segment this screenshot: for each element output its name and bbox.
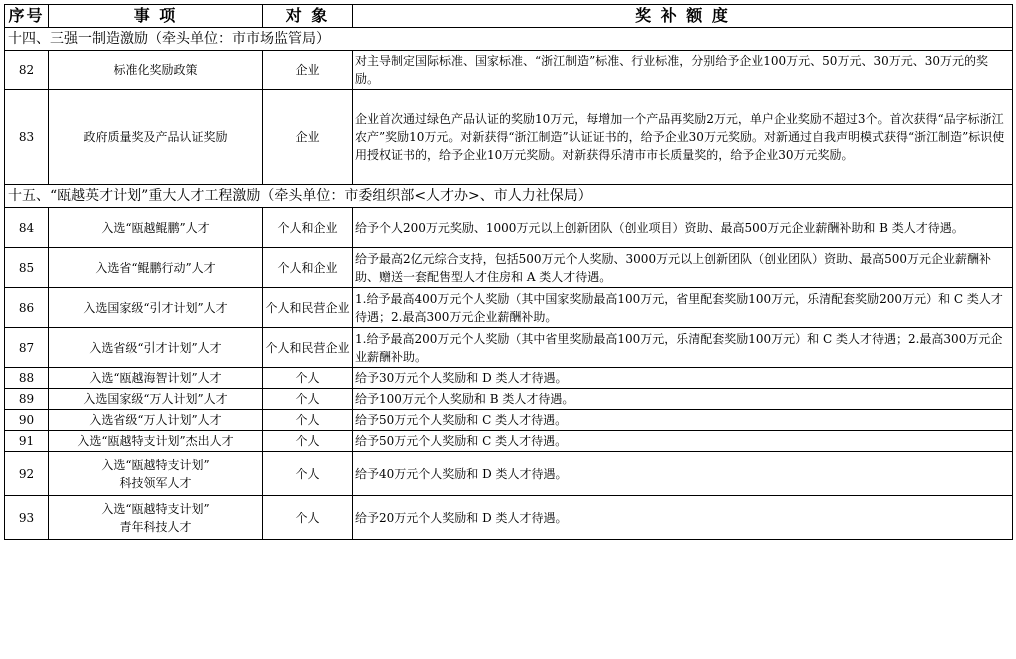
row-item: 政府质量奖及产品认证奖励 (49, 90, 263, 185)
row-target: 企业 (263, 51, 353, 90)
row-no: 93 (5, 496, 49, 540)
table-row (5, 452, 1013, 496)
row-item-line2: 科技领军人才 (119, 475, 192, 490)
row-item: 入选“瓯越鲲鹏”人才 (49, 208, 263, 248)
row-target: 个人 (263, 389, 353, 410)
table-row (5, 51, 1013, 90)
row-desc: 给予30万元个人奖励和 D 类人才待遇。 (353, 368, 1013, 389)
table-row (5, 328, 1013, 368)
table-row (5, 208, 1013, 248)
row-item: 入选国家级“引才计划”人才 (49, 288, 263, 328)
table-row (5, 248, 1013, 288)
row-target: 个人和民营企业 (263, 288, 353, 328)
row-desc: 1.给予最高200万元个人奖励（其中省里奖励最高100万元，乐清配套奖励100万元）和 C 类人才待遇；2.最高300万元企业薪酬补助。 (353, 328, 1013, 368)
row-item-line1: 入选“瓯越特支计划” (101, 457, 210, 472)
row-desc: 给予最高2亿元综合支持，包括500万元个人奖励、3000万元以上创新团队（创业团队）资助、最高500万元企业薪酬补助、赠送一套配售型人才住房和 A 类人才待遇。 (353, 248, 1013, 288)
row-item-line1: 入选“瓯越特支计划” (101, 501, 210, 516)
row-item: 入选省级“引才计划”人才 (49, 328, 263, 368)
table-row (5, 90, 1013, 185)
row-desc: 给予个人200万元奖励、1000万元以上创新团队（创业项目）资助、最高500万元企业薪酬补助和 B 类人才待遇。 (353, 208, 1013, 248)
row-target: 个人和民营企业 (263, 328, 353, 368)
row-no: 91 (5, 431, 49, 452)
row-desc: 给予20万元个人奖励和 D 类人才待遇。 (353, 496, 1013, 540)
table-row (5, 496, 1013, 540)
row-target: 个人 (263, 496, 353, 540)
section-15-row (5, 185, 1013, 208)
row-no: 90 (5, 410, 49, 431)
table-row (5, 410, 1013, 431)
row-no: 89 (5, 389, 49, 410)
row-no: 86 (5, 288, 49, 328)
table-row (5, 368, 1013, 389)
row-target: 个人 (263, 410, 353, 431)
row-target: 个人和企业 (263, 248, 353, 288)
row-target: 个人和企业 (263, 208, 353, 248)
row-item-line2: 青年科技人才 (119, 519, 192, 534)
row-desc: 给予50万元个人奖励和 C 类人才待遇。 (353, 431, 1013, 452)
table-header-row (5, 5, 1013, 28)
row-desc: 给予50万元个人奖励和 C 类人才待遇。 (353, 410, 1013, 431)
section-14-row (5, 28, 1013, 51)
row-desc: 对主导制定国际标准、国家标准、“浙江制造”标准、行业标准，分别给予企业100万元、50万元、30万元、30万元的奖励。 (353, 51, 1013, 90)
section-title: 十四、三强一制造激励（牵头单位：市市场监管局） (5, 28, 1013, 51)
row-target: 个人 (263, 368, 353, 389)
row-item: 入选“瓯越特支计划”杰出人才 (49, 431, 263, 452)
row-desc: 企业首次通过绿色产品认证的奖励10万元，每增加一个产品再奖励2万元，单户企业奖励不超过3个。首次获得“品字标浙江农产”奖励10万元。对新获得“浙江制造”认证证书的，给予企业30万元奖励。对新通过自我声明模式获得“浙江制造”标识使用授权证书的，给予企业10万元奖励。对新获得乐清市市长质量奖的，给予企业30万元奖励。 (353, 90, 1013, 185)
row-no: 85 (5, 248, 49, 288)
row-desc: 给予40万元个人奖励和 D 类人才待遇。 (353, 452, 1013, 496)
row-target: 个人 (263, 452, 353, 496)
table-row (5, 288, 1013, 328)
row-no: 82 (5, 51, 49, 90)
row-item: 入选省级“万人计划”人才 (49, 410, 263, 431)
policy-table (4, 4, 1013, 540)
row-desc: 1.给予最高400万元个人奖励（其中国家奖励最高100万元，省里配套奖励100万元，乐清配套奖励200万元）和 C 类人才待遇；2.最高300万元企业薪酬补助。 (353, 288, 1013, 328)
row-no: 87 (5, 328, 49, 368)
header-amount: 奖 补 额 度 (353, 5, 1013, 28)
row-item (49, 452, 263, 496)
section-title: 十五、“瓯越英才计划”重大人才工程激励（牵头单位：市委组织部<人才办>、市人力社保局） (5, 185, 1013, 208)
row-target: 个人 (263, 431, 353, 452)
header-item: 事 项 (49, 5, 263, 28)
row-item: 入选省“鲲鹏行动”人才 (49, 248, 263, 288)
header-no: 序号 (5, 5, 49, 28)
table-row (5, 389, 1013, 410)
row-item: 入选国家级“万人计划”人才 (49, 389, 263, 410)
row-no: 92 (5, 452, 49, 496)
policy-table-container (4, 4, 1013, 540)
row-desc: 给予100万元个人奖励和 B 类人才待遇。 (353, 389, 1013, 410)
row-item: 标准化奖励政策 (49, 51, 263, 90)
row-item (49, 496, 263, 540)
table-row (5, 431, 1013, 452)
row-no: 88 (5, 368, 49, 389)
header-target: 对 象 (263, 5, 353, 28)
row-no: 84 (5, 208, 49, 248)
row-no: 83 (5, 90, 49, 185)
row-item: 入选“瓯越海智计划”人才 (49, 368, 263, 389)
row-target: 企业 (263, 90, 353, 185)
